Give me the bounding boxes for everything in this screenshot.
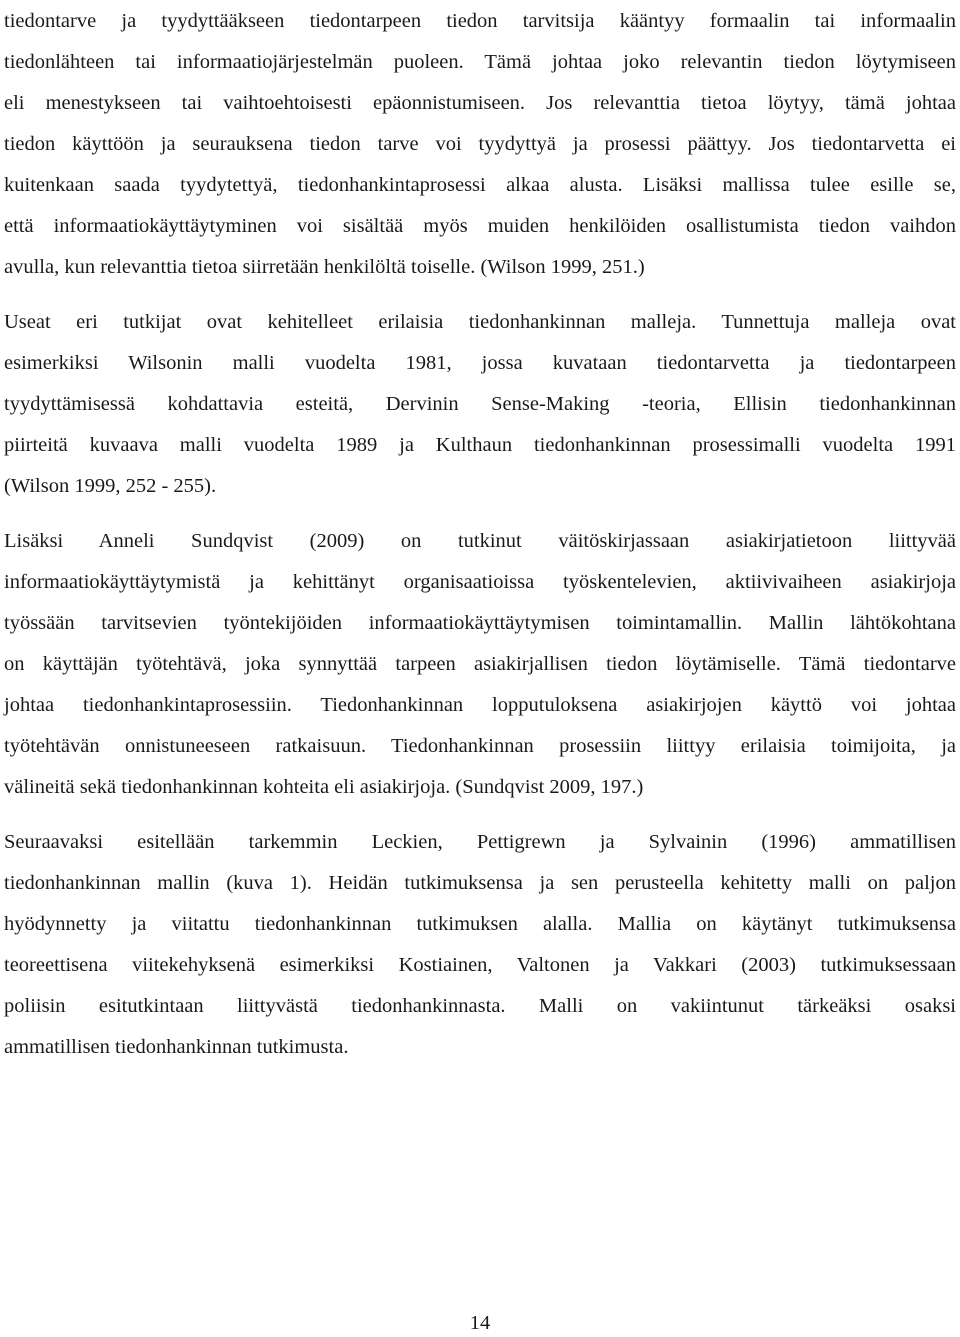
paragraph: [4, 520, 956, 807]
text-line: tiedontarve ja tyydyttääkseen tiedontarpeen tiedon tarvitsija kääntyy formaalin tai informaalin: [4, 10, 956, 32]
text-line: Seuraavaksi esitellään tarkemmin Leckien, Pettigrewn ja Sylvainin (1996) ammatillisen: [4, 831, 956, 853]
text-line: teoreettisena viitekehyksenä esimerkiksi Kostiainen, Valtonen ja Vakkari (2003) tutkimuksessaan: [4, 954, 956, 976]
text-line: työtehtävän onnistuneeseen ratkaisuun. Tiedonhankinnan prosessiin liittyy erilaisia toimijoita, ja: [4, 735, 956, 757]
text-line: avulla, kun relevanttia tietoa siirretään henkilöltä toiselle. (Wilson 1999, 251.): [4, 256, 645, 278]
paragraph-gap: [4, 287, 956, 301]
page-number: 14: [469, 1312, 491, 1334]
text-line: tyydyttämisessä kohdattavia esteitä, Dervinin Sense-Making -teoria, Ellisin tiedonhankinnan: [4, 393, 956, 415]
text-line: Useat eri tutkijat ovat kehitelleet erilaisia tiedonhankinnan malleja. Tunnettuja malleja ovat: [4, 311, 956, 333]
text-line: hyödynnetty ja viitattu tiedonhankinnan tutkimuksen alalla. Mallia on käytänyt tutkimuksensa: [4, 913, 956, 935]
text-line: kuitenkaan saada tyydytettyä, tiedonhankintaprosessi alkaa alusta. Lisäksi mallissa tulee esille se,: [4, 174, 956, 196]
text-line: johtaa tiedonhankintaprosessiin. Tiedonhankinnan lopputuloksena asiakirjojen käyttö voi johtaa: [4, 694, 956, 716]
body-text: [4, 0, 956, 1067]
text-line: piirteitä kuvaava malli vuodelta 1989 ja Kulthaun tiedonhankinnan prosessimalli vuodelta 1991: [4, 434, 956, 456]
text-line: Lisäksi Anneli Sundqvist (2009) on tutkinut väitöskirjassaan asiakirjatietoon liittyvää: [4, 530, 956, 552]
text-line: välineitä sekä tiedonhankinnan kohteita eli asiakirjoja. (Sundqvist 2009, 197.): [4, 776, 644, 798]
paragraph: [4, 301, 956, 506]
text-line: informaatiokäyttäytymistä ja kehittänyt organisaatioissa työskentelevien, aktiivivaiheen asiakirjoja: [4, 571, 956, 593]
paragraph-gap: [4, 506, 956, 520]
text-line: tiedon käyttöön ja seurauksena tiedon tarve voi tyydyttyä ja prosessi päättyy. Jos tiedontarvetta ei: [4, 133, 956, 155]
text-line: että informaatiokäyttäytyminen voi sisältää myös muiden henkilöiden osallistumista tiedon vaihdon: [4, 215, 956, 237]
text-line: tiedonlähteen tai informaatiojärjestelmän puoleen. Tämä johtaa joko relevantin tiedon löytymiseen: [4, 51, 956, 73]
text-line: ammatillisen tiedonhankinnan tutkimusta.: [4, 1036, 349, 1058]
text-line: eli menestykseen tai vaihtoehtoisesti epäonnistumiseen. Jos relevanttia tietoa löytyy, tämä johtaa: [4, 92, 956, 114]
text-line: poliisin esitutkintaan liittyvästä tiedonhankinnasta. Malli on vakiintunut tärkeäksi osaksi: [4, 995, 956, 1017]
paragraph-gap: [4, 807, 956, 821]
text-line: tiedonhankinnan mallin (kuva 1). Heidän tutkimuksensa ja sen perusteella kehitetty malli on paljon: [4, 872, 956, 894]
text-line: esimerkiksi Wilsonin malli vuodelta 1981, jossa kuvataan tiedontarvetta ja tiedontarpeen: [4, 352, 956, 374]
text-line: (Wilson 1999, 252 - 255).: [4, 475, 217, 497]
paragraph: [4, 821, 956, 1067]
text-line: työssään tarvitsevien työntekijöiden informaatiokäyttäytymisen toimintamallin. Mallin lähtökohtana: [4, 612, 956, 634]
paragraph: [4, 0, 956, 287]
text-line: on käyttäjän työtehtävä, joka synnyttää tarpeen asiakirjallisen tiedon löytämiselle. Tämä tiedontarve: [4, 653, 956, 675]
